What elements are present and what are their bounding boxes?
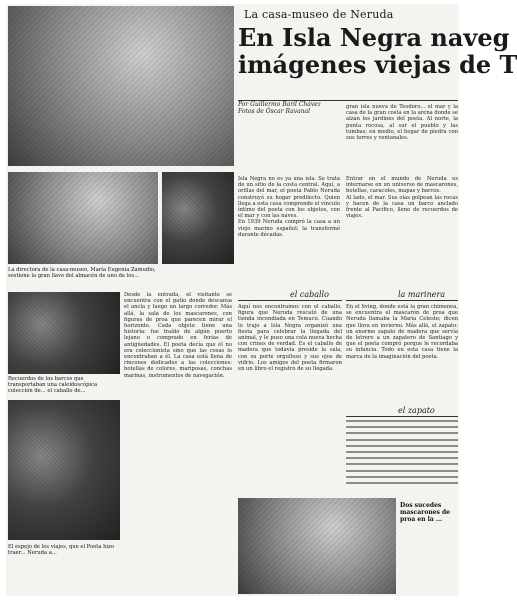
body-column-left: Desde la entrada, el visitante se encuentra con el patio donde descansa el ancla y luego un largo corredor. Más allá, la sala de los mascarones, con figuras de proa que parecen mirar el horizonte. Cada objeto tiene una historia: fue traído de algún puerto lejano o comprado en ferias de antigüedades. El poeta decía que él no era coleccionista sino que las cosas lo encontraban a él. La casa está llena de rincones dedicados a las colecciones: botellas de colores, mariposas, conchas marinas, instrumentos de navegación. [124, 292, 232, 379]
section-heading-zapato: el zapato [398, 406, 435, 415]
article-kicker: La casa-museo de Neruda [244, 8, 394, 21]
photo-figureheads [238, 498, 396, 594]
section-heading-marinera: la marinera [398, 290, 446, 299]
top-right-column: gran isla nueva de Teodoro... el mar y la casa de la gran costa en la arena donde se alzan los jardines del poeta. Al norte, la punta rocosa, al sur el pueblo y las tumbas; en medio, el hogar de piedra con sus torres y ventanales. [346, 104, 458, 142]
caption-ships: Recuerdos de los barcos que transportaban una caleidoscópica colección de... el caballo de... [8, 376, 98, 395]
intro-p3: Entrar en el mundo de Neruda es internarse en un universo de mascarones, botellas, caracoles, mapas y barcos. [346, 176, 458, 195]
photo-house [8, 6, 234, 166]
headline-line-2: imágenes viejas de T [238, 50, 517, 79]
byline [238, 101, 321, 115]
intro-p1: Isla Negra no es ya una isla. Se trata de un sitio de la costa central. Aquí, a orillas del mar, el poeta Pablo Neruda construyó su hogar predilecto. Quien llega a esta casa comprende el vínculo íntimo del poeta con los objetos, con el mar y con las naves. [238, 176, 340, 220]
intro-p2: En 1939 Neruda compró la casa a un viejo marino español; la transformó durante décadas. [238, 219, 340, 238]
section-rule-zapato [346, 416, 458, 417]
caption-figureheads: Dos sucedes mascarones de proa en la ... [400, 502, 450, 523]
intro-column [238, 176, 340, 286]
body-column-middle: Aquí nos encontramos con el caballo, figura que Neruda rescató de una tienda incendiada en Temuco. Cuando lo trajo a Isla Negra organizó una fiesta para celebrar la llegada del animal, y le puso una cola nueva hecha con crines de verdad. Es el caballo de madera que todavía preside la sala, con su porte orgulloso y sus ojos de vidrio. Los amigos del poeta firmaron en un libro el registro de su llegada. [238, 304, 342, 373]
newspaper-page [6, 4, 517, 596]
section-rule-marinera [346, 300, 458, 301]
intro-column-2 [346, 176, 458, 286]
section-heading-caballo: el caballo [290, 290, 329, 299]
headline-line-1: En Isla Negra naveg [238, 23, 510, 52]
caption-director: La directora de la casa-museo, María Eugenia Zamudio, sostiene la gran llave del almacén de uno de los... [8, 267, 156, 280]
section-rule-caballo [238, 300, 342, 301]
body-column-right: En el living, donde está la gran chimenea, se encuentra el mascarón de proa que Neruda llamaba la María Celeste; dicen que llora en invierno. Más allá, el zapato: un enorme zapato de madera que servía de letrero a un zapatero de Santiago y que el poeta compró porque le recordaba su infancia. Todo en esta casa tiene la marca de la imaginación del poeta. [346, 304, 458, 360]
headline [238, 23, 517, 79]
photo-ships [8, 292, 120, 374]
caption-mirror: El espejo de los viajes, que el Poeta hizo traer... Neruda a... [8, 544, 114, 557]
photo-interior [162, 172, 234, 264]
byline-photo: Fotos de Óscar Ravanal [238, 108, 311, 115]
intro-p4: Al lado, el mar. Sus olas golpean las rocas y hacen de la casa un barco anclado frente al Pacífico, lleno de recuerdos de viajes. [346, 194, 458, 220]
zapato-text [346, 420, 458, 492]
byline-author: Por Guillermo Baril Chávez [238, 101, 321, 108]
photo-director [8, 172, 158, 264]
photo-mirror [8, 400, 120, 540]
